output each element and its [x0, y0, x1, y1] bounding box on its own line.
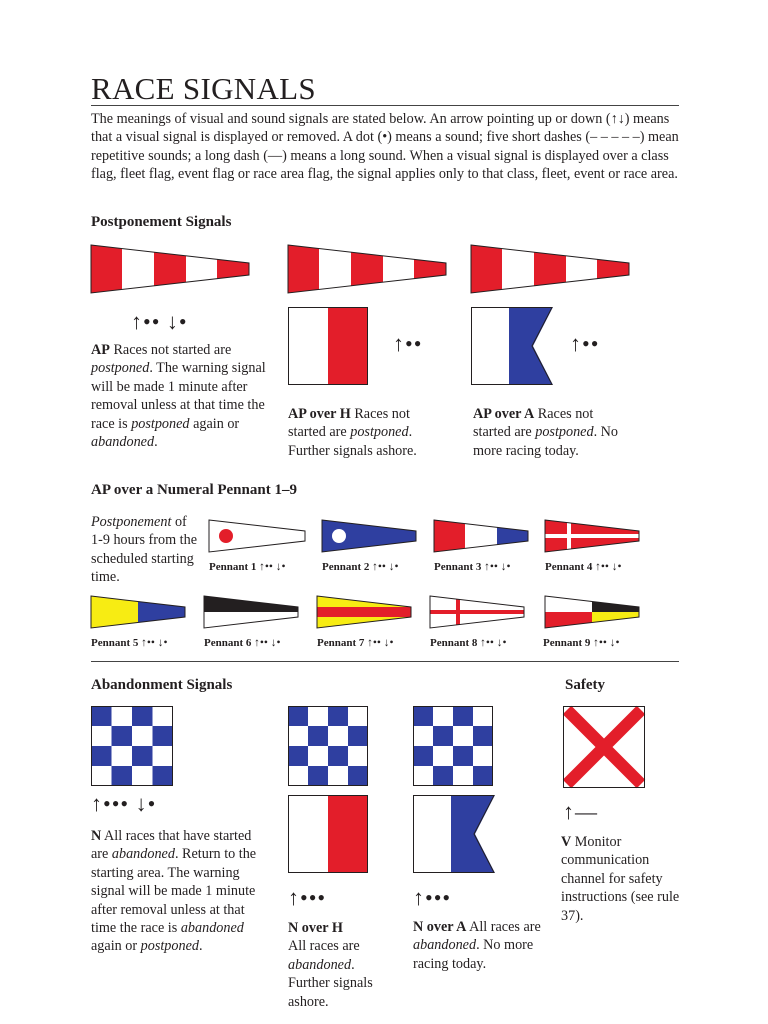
pennant-6-label: Pennant 6 ↑•• ↓•	[204, 637, 281, 649]
pennant-2-icon	[322, 520, 416, 552]
pennant-3-label: Pennant 3 ↑•• ↓•	[434, 561, 511, 573]
ap-over-h-description: AP over H Races not started are postponed. Further signals ashore.	[288, 406, 417, 459]
n-flag-icon	[288, 706, 368, 786]
title-rule	[91, 105, 679, 106]
pennant-6-icon	[204, 596, 298, 628]
n-sound-signal: ↑••• ↓•	[91, 791, 157, 816]
ap-description: AP Races not started are postponed. The warning signal will be made 1 minute after removal unless at that time the race is postponed again or abandoned.	[91, 342, 266, 451]
ap-over-a-sound-signal: ↑••	[570, 331, 600, 356]
v-code: V	[561, 834, 572, 850]
n-over-a-sound-signal: ↑•••	[413, 885, 452, 910]
pennant-5-icon	[91, 596, 185, 628]
abandonment-heading: Abandonment Signals	[91, 677, 233, 693]
ap-over-a-code: AP over A	[473, 406, 535, 422]
h-flag-icon	[288, 307, 368, 385]
ap-over-h-code: AP over H	[288, 406, 351, 422]
pennant-5-label: Pennant 5 ↑•• ↓•	[91, 637, 168, 649]
ap-flag-icon	[91, 245, 249, 293]
n-over-h-description: N over H All races are abandoned. Further signals ashore.	[288, 920, 373, 1010]
h-flag-icon	[288, 795, 368, 873]
section-divider	[91, 661, 679, 662]
ap-flag-icon	[471, 245, 629, 293]
pennant-3-icon	[434, 520, 528, 552]
ap-over-a-description: AP over A Races not started are postponed. No more racing today.	[473, 406, 618, 459]
postponement-heading: Postponement Signals	[91, 214, 232, 230]
n-over-a-code: N over A	[413, 919, 467, 935]
pennant-7-label: Pennant 7 ↑•• ↓•	[317, 637, 394, 649]
pennant-2-label: Pennant 2 ↑•• ↓•	[322, 561, 399, 573]
n-description: N All races that have started are abandoned. Return to the starting area. The warning signal will be made 1 minute after removal unless at that time the race is abandoned again or postponed.	[91, 828, 257, 955]
pennant-8-icon	[430, 596, 524, 628]
v-sound-signal: ↑—	[563, 799, 598, 824]
numeral-description: Postponement of 1-9 hours from the scheduled starting time.	[91, 514, 197, 586]
safety-heading: Safety	[565, 677, 605, 693]
n-over-a-description: N over A All races are abandoned. No more racing today.	[413, 919, 541, 972]
v-description: V Monitor communication channel for safety instructions (see rule 37).	[561, 834, 680, 924]
n-over-h-sound-signal: ↑•••	[288, 885, 327, 910]
pennant-1-icon	[209, 520, 305, 552]
ap-code: AP	[91, 342, 110, 358]
n-over-h-code: N over H	[288, 920, 343, 936]
numeral-heading: AP over a Numeral Pennant 1–9	[91, 482, 297, 498]
v-flag-icon	[563, 706, 645, 788]
pennant-9-icon	[545, 596, 639, 628]
n-flag-icon	[413, 706, 493, 786]
pennant-8-label: Pennant 8 ↑•• ↓•	[430, 637, 507, 649]
n-code: N	[91, 828, 102, 844]
n-flag-icon	[91, 706, 173, 786]
ap-flag-icon	[288, 245, 446, 293]
ap-sound-signal: ↑•• ↓•	[131, 309, 188, 334]
ap-over-h-sound-signal: ↑••	[393, 331, 423, 356]
pennant-4-icon	[545, 520, 639, 552]
pennant-1-label: Pennant 1 ↑•• ↓•	[209, 561, 286, 573]
a-flag-icon	[471, 307, 553, 385]
intro-text: The meanings of visual and sound signals are stated below. An arrow pointing up or down (↑↓) means that a visual signal is displayed or removed. A dot (•) means a sound; five short dashes (– – – – –) mean repetitive sounds; a long dash (—) means a long sound. When a visual signal is displayed over a class flag, fleet flag, event flag or race area flag, the signal applies only to that class, fleet, event or race area.	[91, 111, 679, 183]
pennant-9-label: Pennant 9 ↑•• ↓•	[543, 637, 620, 649]
a-flag-icon	[413, 795, 495, 873]
pennant-4-label: Pennant 4 ↑•• ↓•	[545, 561, 622, 573]
page-title: RACE SIGNALS	[91, 71, 316, 106]
pennant-7-icon	[317, 596, 411, 628]
